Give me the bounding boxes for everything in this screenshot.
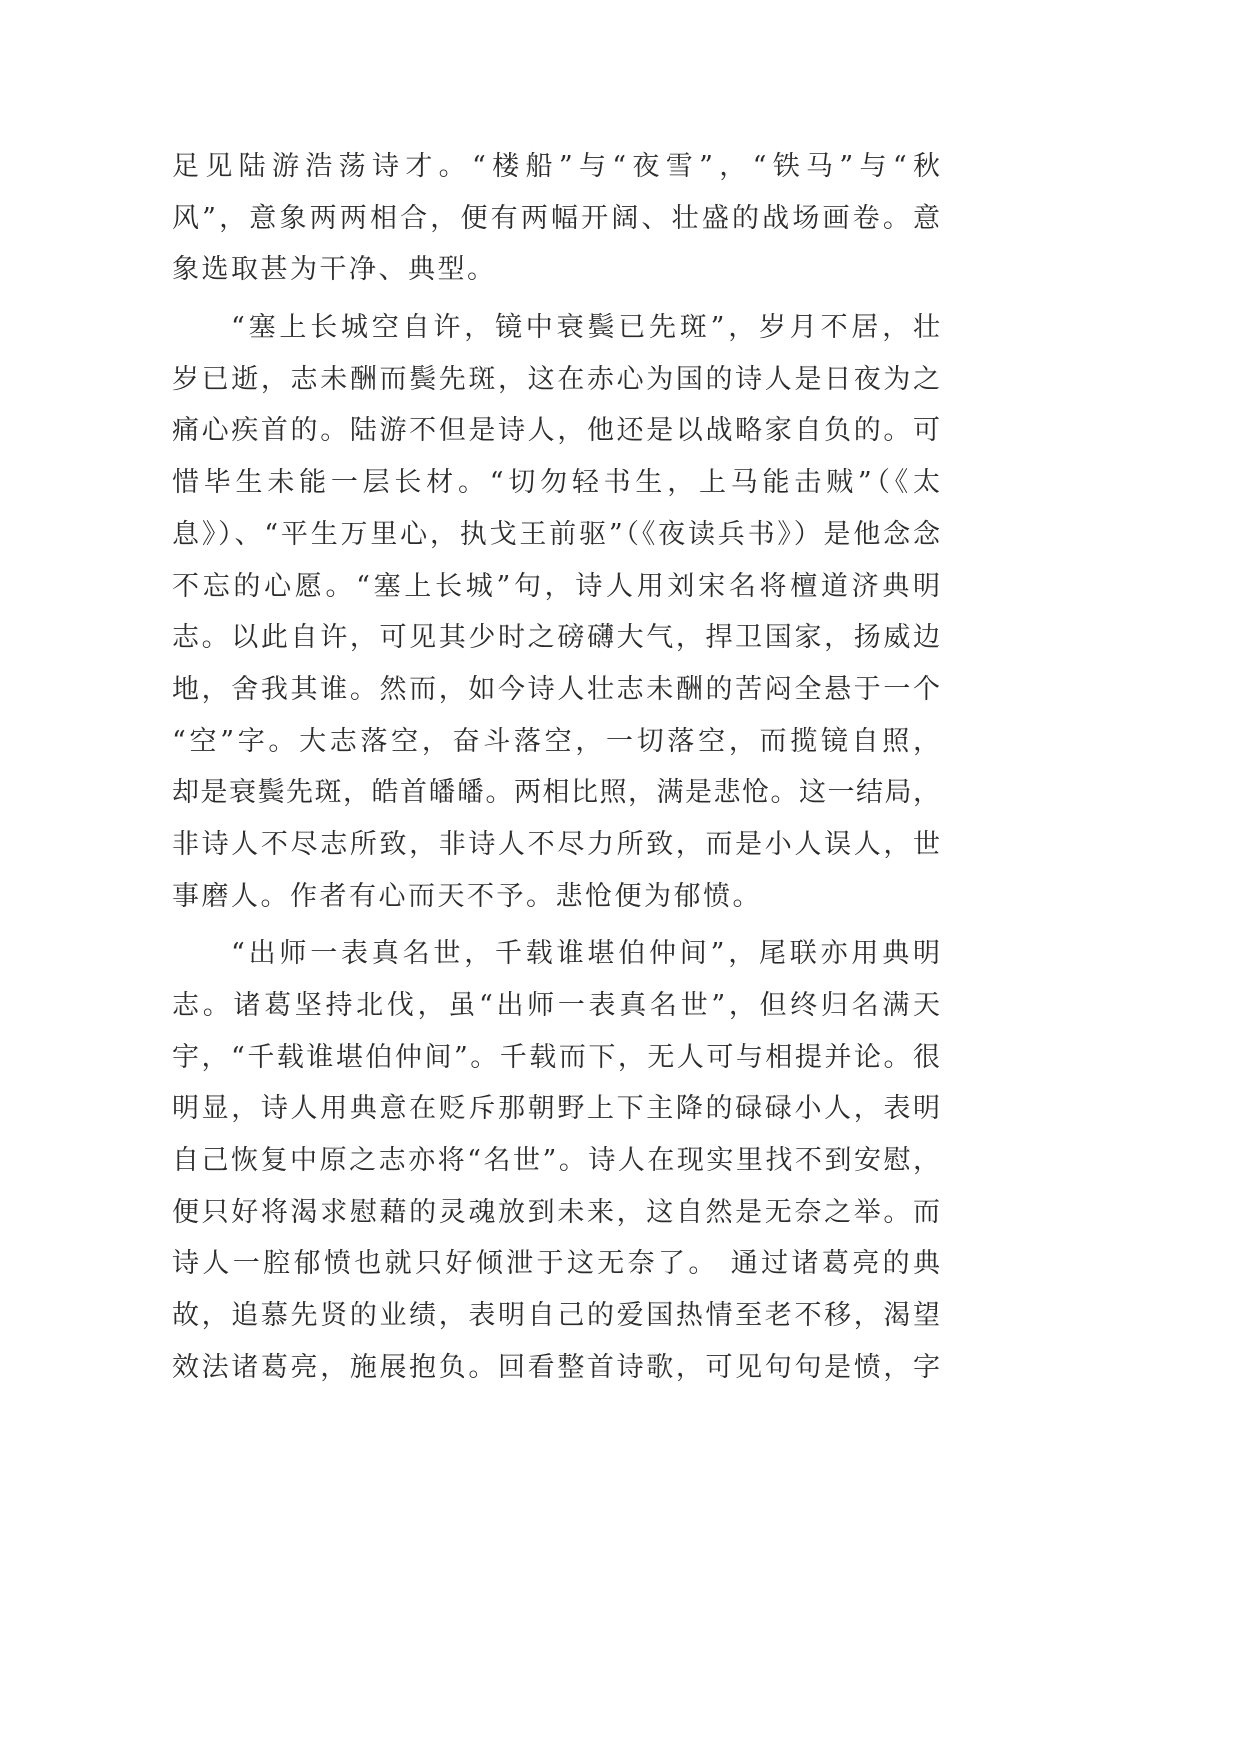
- body-text: [172, 141, 940, 1394]
- text-line: 惜毕生未能一层长材。“切勿轻书生，上马能击贼”（《太: [172, 467, 940, 499]
- text-line: 便只好将渴求慰藉的灵魂放到未来，这自然是无奈之举。而: [172, 1196, 940, 1228]
- text-line: “出师一表真名世，千载谁堪伯仲间”，尾联亦用典明: [231, 938, 940, 970]
- text-line: 故，追慕先贤的业绩，表明自己的爱国热情至老不移，渴望: [172, 1300, 940, 1332]
- paragraph: [172, 302, 940, 922]
- text-line: 风”，意象两两相合，便有两幅开阔、壮盛的战场画卷。意: [172, 202, 940, 234]
- text-line: 诗人一腔郁愤也就只好倾泄于这无奈了。 通过诸葛亮的典: [172, 1248, 940, 1280]
- text-line: 地，舍我其谁。然而，如今诗人壮志未酬的苦闷全悬于一个: [172, 673, 940, 705]
- text-line: 非诗人不尽志所致，非诗人不尽力所致，而是小人误人，世: [172, 828, 940, 860]
- text-line: 明显，诗人用典意在贬斥那朝野上下主降的碌碌小人，表明: [172, 1093, 940, 1125]
- text-line: “空”字。大志落空，奋斗落空，一切落空，而揽镜自照，: [172, 725, 940, 757]
- text-line: 自己恢复中原之志亦将“名世”。诗人在现实里找不到安慰，: [172, 1145, 940, 1177]
- text-line: 志。以此自许，可见其少时之磅礴大气，捍卫国家，扬威边: [172, 622, 940, 654]
- text-line: 事磨人。作者有心而天不予。悲怆便为郁愤。: [172, 880, 762, 912]
- text-line: 宇，“千载谁堪伯仲间”。千载而下，无人可与相提并论。很: [172, 1041, 940, 1073]
- text-line: 效法诸葛亮，施展抱负。回看整首诗歌，可见句句是愤，字: [172, 1351, 940, 1383]
- text-line: 却是衰鬓先斑，皓首皤皤。两相比照，满是悲怆。这一结局，: [172, 777, 940, 809]
- text-line: 不忘的心愿。“塞上长城”句，诗人用刘宋名将檀道济典明: [172, 570, 940, 602]
- text-line: 足见陆游浩荡诗才。“楼船”与“夜雪”，“铁马”与“秋: [172, 151, 940, 182]
- paragraph: [172, 928, 940, 1393]
- text-line: 痛心疾首的。陆游不但是诗人，他还是以战略家自负的。可: [172, 415, 940, 447]
- paragraph: [172, 141, 940, 296]
- text-line: 息》）、“平生万里心，执戈王前驱”（《夜读兵书》）是他念念: [172, 518, 940, 550]
- text-line: 志。诸葛坚持北伐，虽“出师一表真名世”，但终归名满天: [172, 990, 940, 1021]
- text-line: “塞上长城空自许，镜中衰鬓已先斑”，岁月不居，壮: [231, 312, 940, 344]
- text-line: 象选取甚为干净、典型。: [172, 254, 497, 286]
- text-line: 岁已逝，志未酬而鬓先斑，这在赤心为国的诗人是日夜为之: [172, 363, 940, 395]
